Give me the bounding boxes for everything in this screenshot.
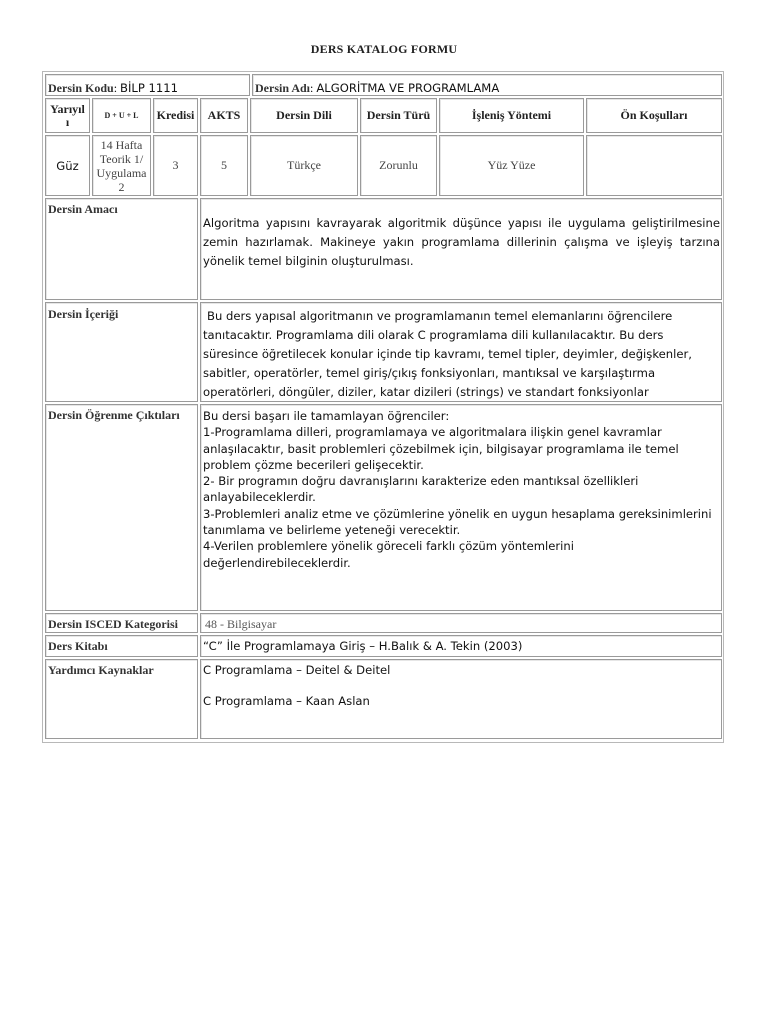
course-code-label: Dersin Kodu [48,81,114,95]
header-method-text: İşleniş Yöntemi [471,108,552,122]
resource-item: C Programlama – Kaan Aslan [203,694,370,708]
course-name-value: ALGORİTMA VE PROGRAMLAMA [316,81,500,95]
value-akts-text: 5 [221,158,227,172]
header-dul-text: D + U + L [104,111,139,120]
header-credit-text: Kredisi [156,108,195,122]
outcomes-text-cell [200,404,722,611]
header-semester [45,98,90,133]
isced-value-cell [200,613,722,633]
outcomes-list [203,408,721,571]
book-value: “C” İle Programlamaya Giriş – H.Balık & A. Tekin (2003) [203,639,523,653]
header-type [360,98,437,133]
value-dul [92,135,151,196]
aim-label-cell [45,198,198,300]
course-code-value: BİLP 1111 [120,81,179,95]
header-prereq-text: Ön Koşulları [620,108,688,122]
course-name-label: Dersin Adı [255,81,311,95]
content-label: Dersin İçeriği [48,307,119,321]
book-value-cell [200,635,722,657]
header-language [250,98,358,133]
value-dul-line2: Teorik 1/ [99,151,144,166]
outcome-item: 3-Problemleri analiz etme ve çözümlerine yönelik en uygun hesaplama gereksinimlerini tanımlama ve belirleme yeteneği verecektir. [203,506,712,538]
outcome-item: 1-Programlama dilleri, programlamaya ve algoritmalara ilişkin genel kavramlar anlaşılacaktır, basit problemleri çözebilmek için, bilgisayar programlama ile temel problem çözme becerileri gelişecektir. [203,425,679,472]
isced-label: Dersin ISCED Kategorisi [48,617,178,631]
course-name-cell: Dersin Adı: ALGORİTMA VE PROGRAMLAMA [252,74,722,96]
value-semester-text: Güz [56,158,79,173]
book-label-cell [45,635,198,657]
header-semester-text-2: ı [65,114,70,129]
value-dul-line3: Uygulama [96,165,147,180]
isced-value: 48 - Bilgisayar [205,617,277,631]
book-label: Ders Kitabı [48,639,108,653]
outcomes-label: Dersin Öğrenme Çıktıları [48,408,180,422]
course-code-cell: Dersin Kodu: BİLP 1111 [45,74,250,96]
header-type-text: Dersin Türü [366,108,431,122]
value-language [250,135,358,196]
page-title: DERS KATALOG FORMU [310,42,458,56]
aim-text-cell [200,198,722,300]
outcomes-label-cell [45,404,198,611]
header-akts [200,98,248,133]
outcome-item: 2- Bir programın doğru davranışlarını karakterize eden mantıksal özellikleri anlayabileceklerdir. [203,474,639,505]
value-akts [200,135,248,196]
content-text-cell [200,302,722,402]
aim-label: Dersin Amacı [48,202,118,216]
resources-label: Yardımcı Kaynaklar [48,663,154,677]
resource-item: C Programlama – Deitel & Deitel [203,663,391,677]
header-method [439,98,584,133]
resources-value-cell [200,659,722,739]
outcomes-intro: Bu dersi başarı ile tamamlayan öğrenciler: [203,409,450,423]
value-credit [153,135,198,196]
value-semester [45,135,90,196]
value-credit-text: 3 [172,158,179,172]
value-method [439,135,584,196]
header-akts-text: AKTS [207,108,241,122]
header-credit [153,98,198,133]
header-dul [92,98,151,133]
aim-text: Algoritma yapısını kavrayarak algoritmik düşünce yapısı ile uygulama geliştirilmesine zemin hazırlamak. Makineye yakın programlama dillerinin çalışma ve işleyiş tarzına yönelik temel bilginin oluşturulması. [203,216,720,268]
value-prereq [586,135,722,196]
header-semester-text: Yarıyıl [50,101,85,116]
content-label-cell [45,302,198,402]
value-dul-line1: 14 Hafta [100,137,143,152]
value-type [360,135,437,196]
course-catalog-table [42,71,724,743]
resources-label-cell [45,659,198,739]
header-language-text: Dersin Dili [276,108,332,122]
value-method-text: Yüz Yüze [487,158,536,172]
content-text: Bu ders yapısal algoritmanın ve programlamanın temel elemanlarını öğrencilere tanıtacaktır. Programlama dili olarak C programlama dili kullanılacaktır. Bu ders süresince öğretilecek konular içinde tip kavramı, temel tipler, deyimler, değişkenler, sabitler, operatörler, temel giriş/çıkış fonksiyonları, mantıksal ve karşılaştırma operatörleri, döngüler, diziler, katar dizileri (strings) ve standart fonksiyonlar [203,309,692,399]
value-language-text: Türkçe [287,158,321,172]
outcome-item: 4-Verilen problemlere yönelik göreceli farklı çözüm yöntemlerini değerlendirebileceklerdir. [203,539,574,570]
header-prereq [586,98,722,133]
isced-label-cell [45,613,198,633]
value-type-text: Zorunlu [379,158,418,172]
value-dul-line4: 2 [118,179,125,194]
